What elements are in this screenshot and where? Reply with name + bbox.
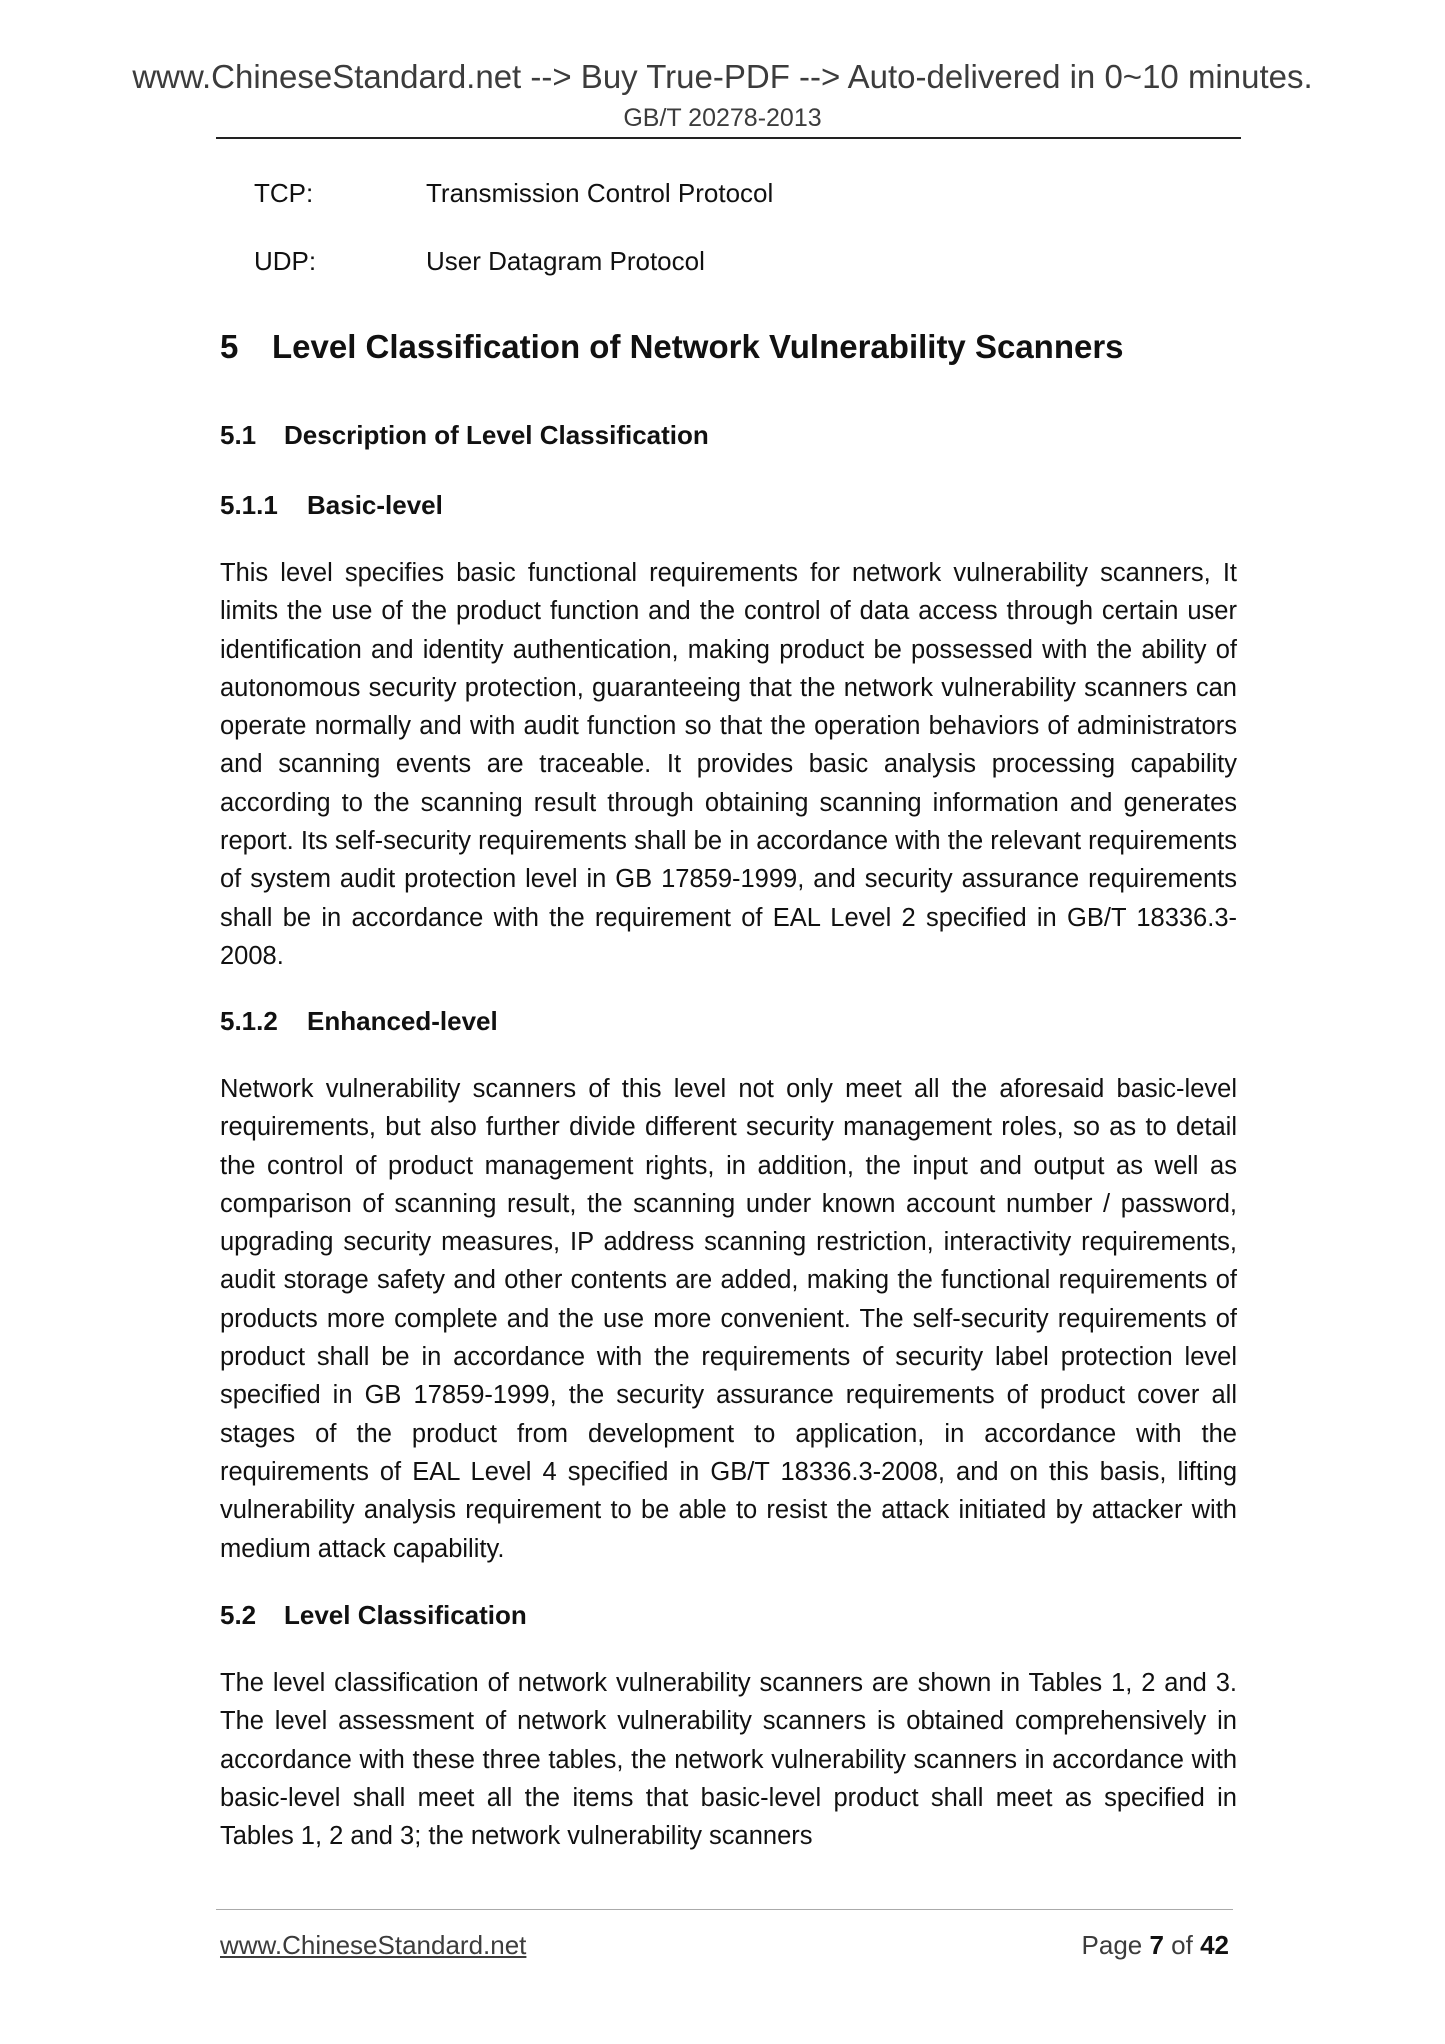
basic-level-paragraph: This level specifies basic functional requirements for network vulnerability scanners, It limits the use of the product function and the control of data access through certain user identification and identity authentication, making product be possessed with the ability of autonomous security protection, guaranteeing that the network vulnerability scanners can operate normally and with audit function so that the operation behaviors of administrators and scanning events are traceable. It provides basic analysis processing capability according to the scanning result through obtaining scanning information and generates report. Its self-security requirements shall be in accordance with the relevant requirements of system audit protection level in GB 17859-1999, and security assurance requirements shall be in accordance with the requirement of EAL Level 2 specified in GB/T 18336.3-2008. xyxy=(220,559,1237,970)
footer-website-link[interactable]: www.ChineseStandard.net xyxy=(220,1930,527,1960)
section-number: 5.1.1 xyxy=(220,490,278,520)
page-total: 42 xyxy=(1200,1930,1229,1960)
section-number: 5.1.2 xyxy=(220,1006,278,1036)
enhanced-level-paragraph: Network vulnerability scanners of this level not only meet all the aforesaid basic-level requirements, but also further divide different security management roles, so as to detail the control of product management rights, in addition, the input and output as well as comparison of scanning result, the scanning under known account number / password, upgrading security measures, IP address scanning restriction, interactivity requirements, audit storage safety and other contents are added, making the functional requirements of products more complete and the use more convenient. The self-security requirements of product shall be in accordance with the requirements of security label protection level specified in GB 17859-1999, the security assurance requirements of product cover all stages of the product from development to application, in accordance with the requirements of EAL Level 4 specified in GB/T 18336.3-2008, and on this basis, lifting vulnerability analysis requirement to be able to resist the attack initiated by attacker with medium attack capability. xyxy=(220,1075,1237,1563)
section-title: Basic-level xyxy=(307,490,443,520)
page-of: of xyxy=(1163,1930,1201,1960)
section-5-1-2-heading xyxy=(220,1006,498,1037)
section-title: Level Classification xyxy=(284,1600,527,1630)
header-banner: www.ChineseStandard.net --> Buy True-PDF --> Auto-delivered in 0~10 minutes. xyxy=(132,58,1313,95)
section-title: Enhanced-level xyxy=(307,1006,498,1036)
section-5-1-heading xyxy=(220,420,709,451)
abbreviation-term-udp: UDP: xyxy=(254,246,317,276)
footer-divider xyxy=(216,1909,1233,1910)
abbreviation-definition-tcp: Transmission Control Protocol xyxy=(426,178,774,208)
section-number: 5.2 xyxy=(220,1600,257,1630)
header-divider xyxy=(216,137,1241,139)
section-title: Level Classification of Network Vulnerability Scanners xyxy=(272,328,1124,365)
section-5-2-heading xyxy=(220,1600,527,1631)
abbreviation-term-tcp: TCP: xyxy=(254,178,314,208)
page-prefix: Page xyxy=(1081,1930,1150,1960)
section-5-1-1-heading xyxy=(220,490,443,521)
abbreviation-definition-udp: User Datagram Protocol xyxy=(426,246,705,276)
page-indicator xyxy=(1082,1930,1229,1961)
section-number: 5 xyxy=(220,328,239,365)
page-current: 7 xyxy=(1149,1930,1164,1960)
standard-number: GB/T 20278-2013 xyxy=(623,104,822,132)
section-title: Description of Level Classification xyxy=(284,420,709,450)
level-classification-paragraph: The level classification of network vulnerability scanners are shown in Tables 1, 2 and 3. The level assessment of network vulnerability scanners is obtained comprehensively in accordance with these three tables, the network vulnerability scanners in accordance with basic-level shall meet all the items that basic-level product shall meet as specified in Tables 1, 2 and 3; the network vulnerability scanners xyxy=(220,1669,1237,1851)
section-number: 5.1 xyxy=(220,420,257,450)
section-5-heading xyxy=(220,328,1124,366)
